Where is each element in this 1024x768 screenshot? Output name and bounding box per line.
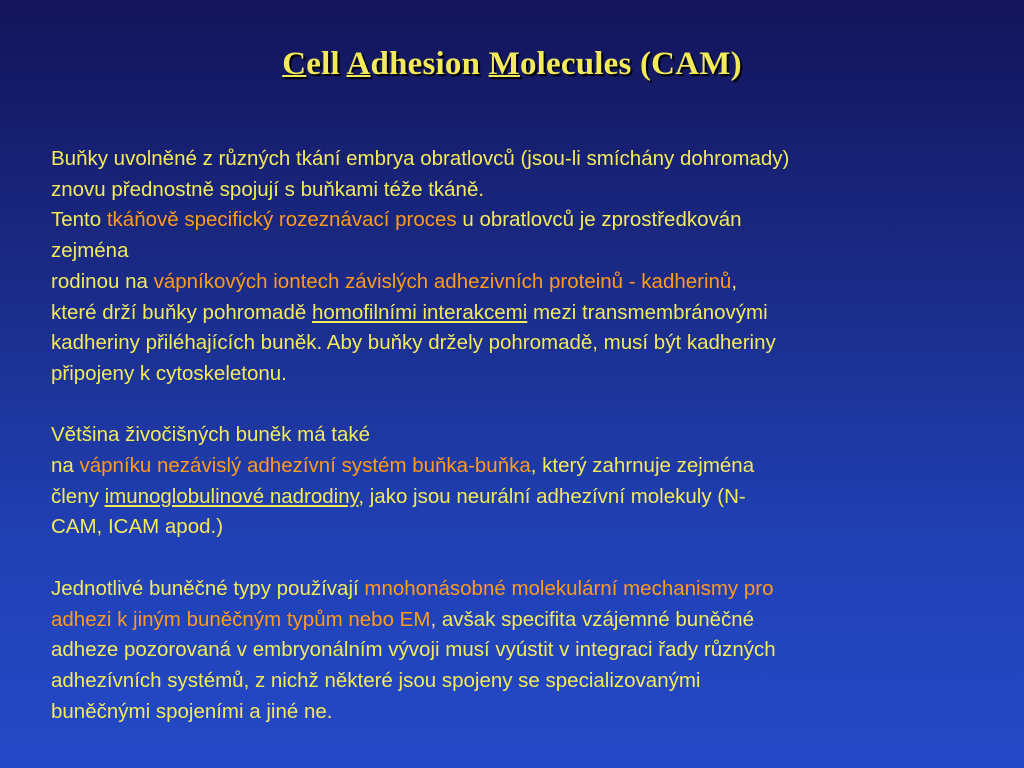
- text-span: u obratlovců je zprostředkován: [456, 208, 742, 232]
- paragraph-cadherins: [51, 144, 991, 390]
- text-line: Buňky uvolněné z různých tkání embrya obratlovců (jsou-li smíchány dohromady): [51, 147, 790, 170]
- text-span: , jako jsou neurální adhezívní molekuly (N-: [358, 484, 746, 508]
- text-span: mezi transmembránovými: [527, 300, 768, 324]
- text-line: [51, 574, 991, 605]
- paragraph-gap: [51, 543, 991, 574]
- text-line: CAM, ICAM apod.): [51, 515, 224, 539]
- text-span: ,: [731, 269, 738, 293]
- homophilic-interactions-link[interactable]: homofilními interakcemi: [311, 300, 528, 324]
- title-letter-a: A: [346, 46, 371, 82]
- text-line: [51, 298, 991, 329]
- paragraph-immunoglobulins: [51, 420, 991, 543]
- immunoglobulin-superfamily-link[interactable]: imunoglobulinové nadrodiny: [104, 484, 359, 508]
- paragraph-gap: [51, 390, 991, 421]
- title-part-molecules: olecules (CAM): [519, 46, 742, 82]
- text-line: znovu přednostně spojují s buňkami téže tkáně.: [51, 177, 485, 201]
- slide-body: [51, 144, 991, 727]
- text-line: buněčnými spojeními a jiné ne.: [51, 699, 333, 723]
- text-line: [51, 605, 991, 636]
- text-line: Většina živočišných buněk má také: [51, 423, 371, 447]
- text-span: Tento: [51, 208, 107, 232]
- text-line: [51, 451, 991, 482]
- text-span: na: [51, 454, 80, 478]
- highlight-text: tkáňově specifický rozeznávací proces: [106, 208, 457, 232]
- text-span: členy: [51, 484, 105, 508]
- highlight-text: adhezi k jiným buněčným typům nebo EM: [51, 607, 431, 631]
- text-line: připojeny k cytoskeletonu.: [51, 361, 287, 385]
- text-span: , avšak specifita vzájemné buněčné: [430, 607, 755, 631]
- text-line: [51, 267, 991, 298]
- highlight-text: mnohonásobné molekulární mechanismy pro: [364, 576, 774, 600]
- highlight-text: vápníkových iontech závislých adhezivních proteinů - kadherinů: [153, 269, 732, 293]
- slide-title: [0, 46, 1024, 83]
- text-line: zejména: [51, 239, 129, 263]
- text-span: rodinou na: [51, 269, 154, 293]
- title-part-cell: ell: [306, 46, 347, 82]
- text-line: adheze pozorovaná v embryonálním vývoji musí vyústit v integraci řady různých: [51, 638, 776, 662]
- text-span: Jednotlivé buněčné typy používají: [51, 576, 365, 600]
- highlight-text: vápníku nezávislý adhezívní systém buňka-buňka: [79, 454, 531, 478]
- title-letter-c: C: [282, 46, 307, 82]
- title-letter-m: M: [488, 46, 520, 82]
- text-span: které drží buňky pohromadě: [51, 300, 312, 324]
- text-line: [51, 205, 991, 236]
- text-span: , který zahrnuje zejména: [530, 454, 755, 478]
- text-line: adhezívních systémů, z nichž některé jsou spojeny se specializovanými: [51, 668, 701, 692]
- title-part-adhesion: dhesion: [370, 46, 489, 82]
- text-line: kadheriny přiléhajících buněk. Aby buňky držely pohromadě, musí být kadheriny: [51, 331, 776, 355]
- paragraph-mechanisms: [51, 574, 991, 728]
- text-line: [51, 482, 991, 513]
